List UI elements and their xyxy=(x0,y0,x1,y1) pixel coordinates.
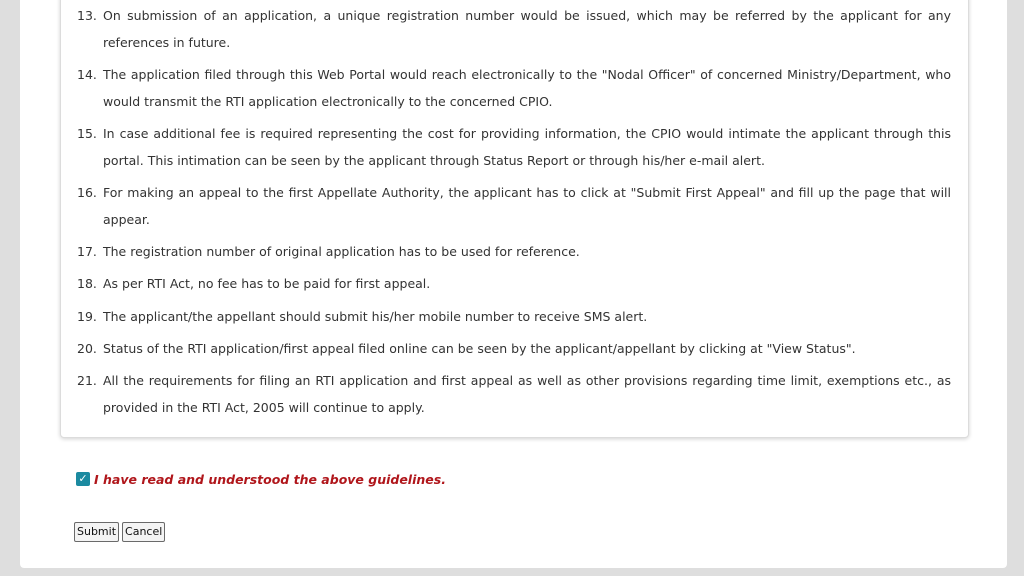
guideline-text: The application filed through this Web Portal would reach electronically to the "Nodal Officer" of concerned Ministry/Department, who would transmit the RTI application electronically to the concerned CPIO. xyxy=(103,67,951,109)
guideline-number: 16. xyxy=(77,185,97,200)
guideline-number: 20. xyxy=(77,341,97,356)
guidelines-panel xyxy=(60,0,969,438)
guideline-text: In case additional fee is required representing the cost for providing information, the CPIO would intimate the applicant through this portal. This intimation can be seen by the applicant through Status Report or through his/her e-mail alert. xyxy=(103,126,951,168)
agreement-row xyxy=(76,470,446,488)
guideline-number: 15. xyxy=(77,126,97,141)
guideline-text: Status of the RTI application/first appeal filed online can be seen by the applicant/appellant by clicking at "View Status". xyxy=(103,341,856,356)
submit-button[interactable]: Submit xyxy=(74,522,119,542)
form-actions xyxy=(74,522,165,542)
guideline-number: 14. xyxy=(77,67,97,82)
guideline-text: As per RTI Act, no fee has to be paid for first appeal. xyxy=(103,276,431,291)
guideline-number: 19. xyxy=(77,309,97,324)
agreement-checkbox[interactable] xyxy=(76,472,90,486)
checkmark-icon: ✓ xyxy=(78,472,88,485)
guideline-text: On submission of an application, a unique registration number would be issued, which may be referred by the applicant for any references in future. xyxy=(103,8,951,50)
page-content xyxy=(20,0,1007,568)
guideline-text: All the requirements for filing an RTI application and first appeal as well as other provisions regarding time limit, exemptions etc., as provided in the RTI Act, 2005 will continue to apply. xyxy=(103,373,951,415)
cancel-button[interactable]: Cancel xyxy=(122,522,165,542)
agreement-label[interactable]: I have read and understood the above guidelines. xyxy=(94,471,446,487)
guideline-number: 17. xyxy=(77,244,97,259)
guideline-text: The applicant/the appellant should submit his/her mobile number to receive SMS alert. xyxy=(103,309,648,324)
guideline-number: 21. xyxy=(77,373,97,388)
guideline-text: For making an appeal to the first Appellate Authority, the applicant has to click at "Submit First Appeal" and fill up the page that will appear. xyxy=(103,185,951,227)
guideline-number: 18. xyxy=(77,276,97,291)
guideline-number: 13. xyxy=(77,8,97,23)
guideline-text: The registration number of original application has to be used for reference. xyxy=(103,244,580,259)
